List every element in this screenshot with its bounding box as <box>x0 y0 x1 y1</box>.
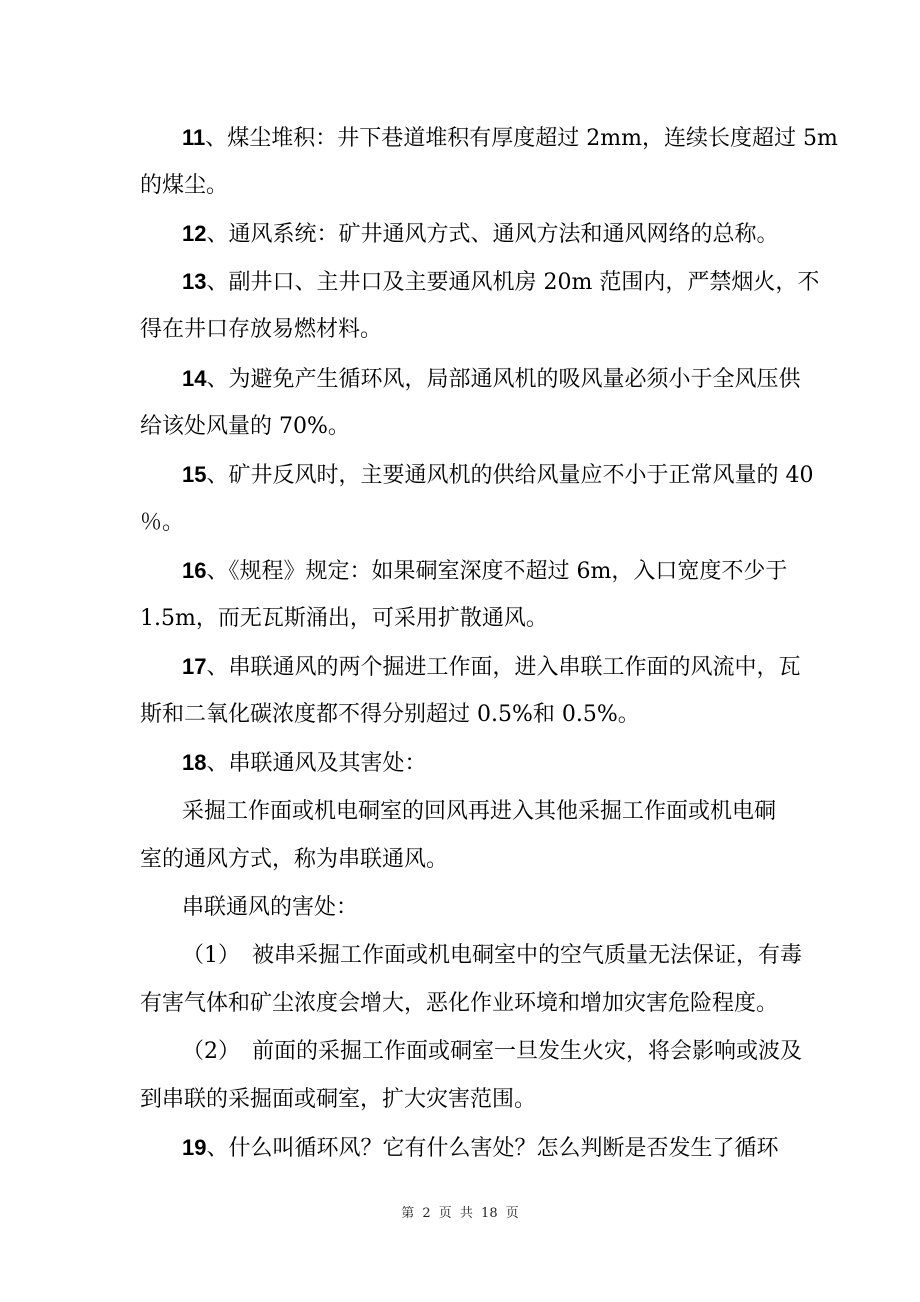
harm-title-line <box>0 893 920 923</box>
harm-1-text: 被串采掘工作面或机电硐室中的空气质量无法保证，有毒 <box>252 943 803 968</box>
harm-1-line-1 <box>0 941 920 971</box>
item-11-line-1 <box>0 123 920 154</box>
harm-1-continuation: 有害气体和矿尘浓度会增大，恶化作业环境和增加灾害危险程度。 <box>140 991 779 1016</box>
harm-2-line-2 <box>0 1085 920 1115</box>
item-18-definition-2: 室的通风方式，称为串联通风。 <box>140 847 449 872</box>
item-17-number: 17 <box>182 654 207 679</box>
item-13-number: 13 <box>182 269 207 294</box>
item-11-line-2 <box>0 171 920 201</box>
item-15-line-1 <box>0 460 920 491</box>
item-17-line-2 <box>0 700 920 730</box>
item-17-continuation: 斯和二氧化碳浓度都不得分别超过 0.5%和 0.5%。 <box>140 702 640 727</box>
item-12-text: 、通风系统：矿井通风方式、通风方法和通风网络的总称。 <box>206 222 779 247</box>
item-18-definition-line-2 <box>0 845 920 875</box>
item-11-continuation: 的煤尘。 <box>140 173 229 198</box>
item-15-continuation: ％。 <box>140 510 185 535</box>
item-16-continuation: 1.5m，而无瓦斯涌出，可采用扩散通风。 <box>140 606 548 631</box>
item-13-text: 、副井口、主井口及主要通风机房 20m 范围内，严禁烟火，不 <box>206 270 820 295</box>
item-19-line-1 <box>0 1133 920 1164</box>
item-14-text: 、为避免产生循环风，局部通风机的吸风量必须小于全风压供 <box>206 367 801 392</box>
item-18-definition-line-1 <box>0 797 920 827</box>
harm-2-label: （2） <box>182 1039 240 1064</box>
item-15-line-2 <box>0 508 920 538</box>
item-19-number: 19 <box>182 1135 207 1160</box>
item-16-line-1 <box>0 556 920 587</box>
item-17-text: 、串联通风的两个掘进工作面，进入串联工作面的风流中，瓦 <box>206 655 801 680</box>
item-16-line-2 <box>0 604 920 634</box>
item-18-text: 、串联通风及其害处： <box>206 751 427 776</box>
harm-1-label: （1） <box>182 943 240 968</box>
harm-2-line-1 <box>0 1037 920 1067</box>
item-12-number: 12 <box>182 221 207 246</box>
item-18-number: 18 <box>182 750 207 775</box>
item-13-continuation: 得在井口存放易燃材料。 <box>140 317 383 342</box>
item-13-line-1 <box>0 267 920 298</box>
item-13-line-2 <box>0 315 920 345</box>
item-15-number: 15 <box>182 462 207 487</box>
harm-title: 串联通风的害处： <box>182 895 359 920</box>
harm-2-continuation: 到串联的采掘面或硐室，扩大灾害范围。 <box>140 1087 537 1112</box>
item-16-number: 16 <box>182 558 207 583</box>
item-15-text: 、矿井反风时，主要通风机的供给风量应不小于正常风量的 40 <box>206 463 814 488</box>
item-14-number: 14 <box>182 366 207 391</box>
harm-1-line-2 <box>0 989 920 1019</box>
item-18-line-1 <box>0 748 920 779</box>
item-16-text: 、《规程》规定：如果硐室深度不超过 6m，入口宽度不少于 <box>206 559 788 584</box>
item-11-number: 11 <box>182 125 206 150</box>
page-footer: 第 2 页 共 18 页 <box>401 1206 519 1221</box>
item-19-text: 、什么叫循环风？它有什么害处？怎么判断是否发生了循环 <box>206 1136 779 1161</box>
item-12-line-1 <box>0 219 920 250</box>
harm-2-text: 前面的采掘工作面或硐室一旦发生火灾，将会影响或波及 <box>252 1039 803 1064</box>
item-11-text: 、煤尘堆积：井下巷道堆积有厚度超过 2mm，连续长度超过 5m <box>205 126 838 151</box>
item-14-line-2 <box>0 412 920 442</box>
item-14-continuation: 给该处风量的 70%。 <box>140 414 350 439</box>
item-18-definition-1: 采掘工作面或机电硐室的回风再进入其他采掘工作面或机电硐 <box>182 799 777 824</box>
item-17-line-1 <box>0 652 920 683</box>
item-14-line-1 <box>0 364 920 395</box>
